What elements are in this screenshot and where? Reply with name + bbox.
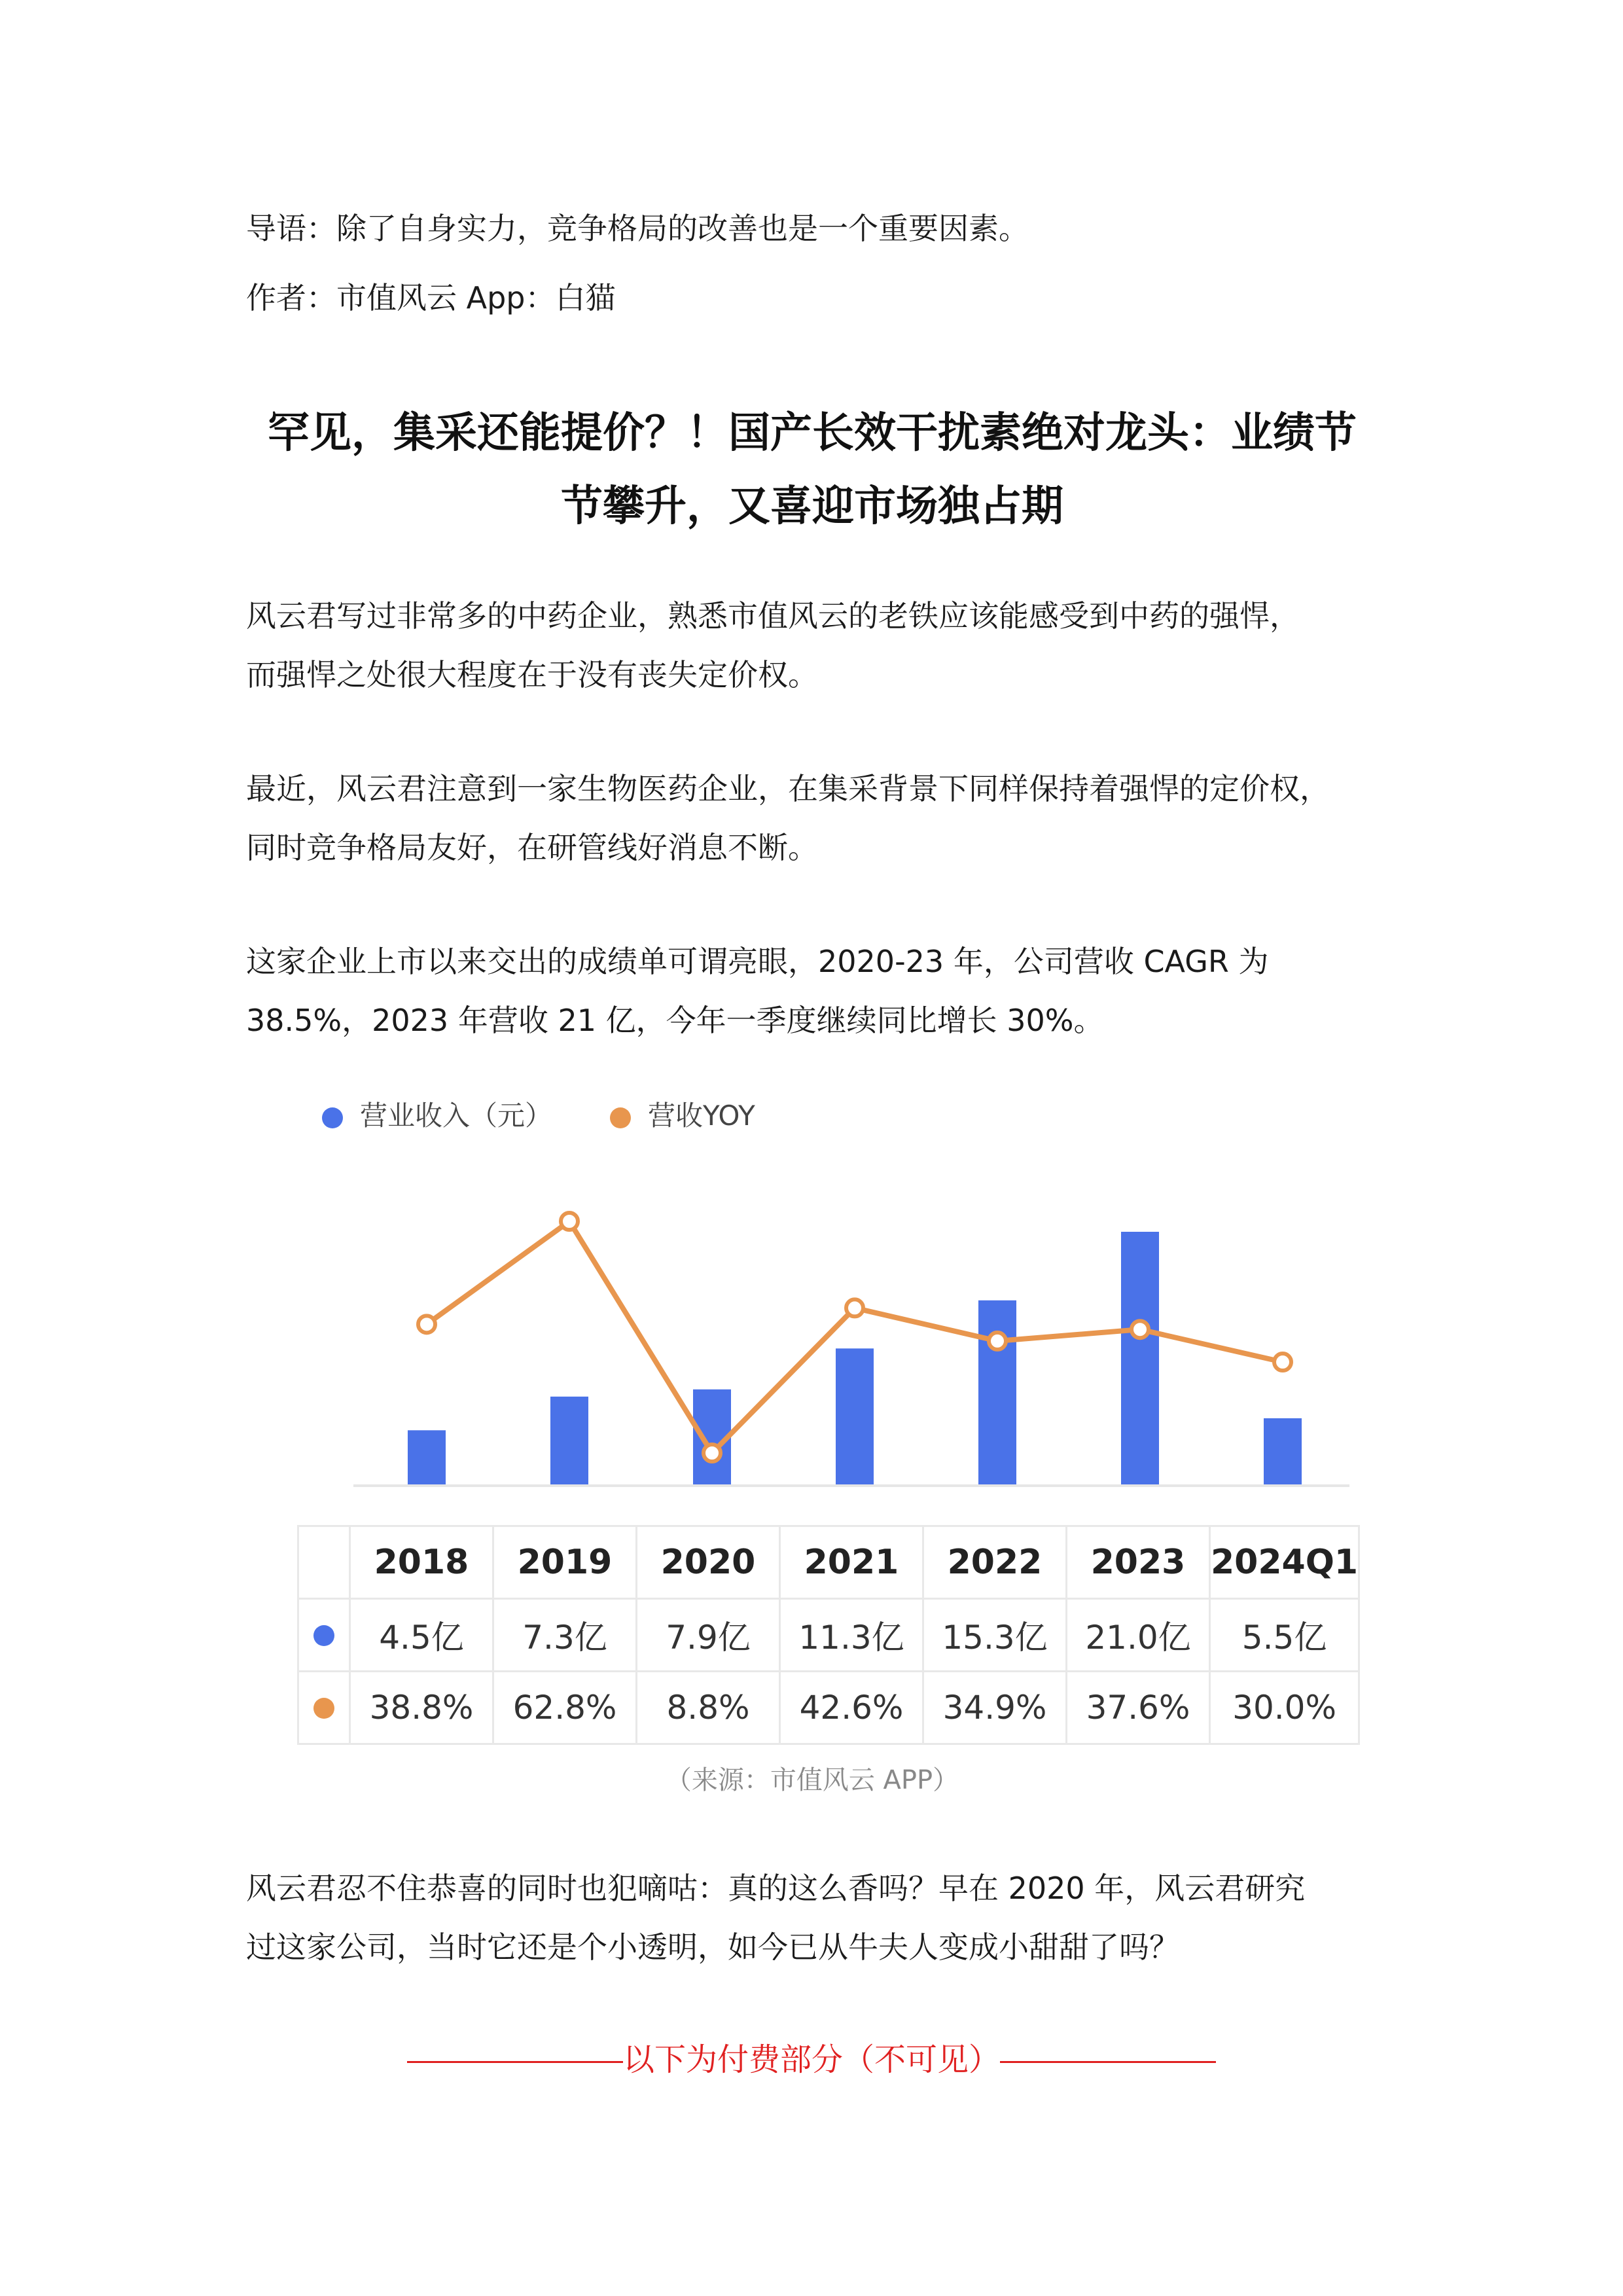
table-row-revenue — [298, 1599, 1359, 1672]
year-2020: 2020 — [637, 1526, 780, 1599]
revenue-2020: 7.9亿 — [637, 1599, 780, 1672]
yoy-point-2018 — [418, 1316, 435, 1333]
article-title-line-1: 罕见，集采还能提价？！国产长效干扰素绝对龙头：业绩节 — [268, 409, 1357, 457]
yoy-point-2021 — [846, 1299, 863, 1316]
revenue-bar-2023 — [1121, 1232, 1159, 1484]
paywall-label: 以下为付费部分（不可见） — [622, 2041, 1000, 2078]
yoy-2024q1: 30.0% — [1210, 1672, 1359, 1744]
paragraph-2-line-2: 同时竞争格局友好，在研管线好消息不断。 — [246, 830, 818, 865]
table-row-years — [298, 1526, 1359, 1599]
yoy-point-2019 — [561, 1213, 578, 1230]
yoy-2019: 62.8% — [493, 1672, 637, 1744]
year-2019: 2019 — [493, 1526, 637, 1599]
legend-yoy-label: 营收YOY — [648, 1100, 755, 1132]
yoy-point-2024Q1 — [1274, 1354, 1291, 1371]
yoy-row-marker — [298, 1672, 350, 1744]
revenue-2019: 7.3亿 — [493, 1599, 637, 1672]
chart-data-table — [297, 1525, 1360, 1745]
paragraph-2-line-1: 最近，风云君注意到一家生物医药企业，在集采背景下同样保持着强悍的定价权， — [246, 771, 1330, 806]
year-2023: 2023 — [1067, 1526, 1210, 1599]
yoy-2023: 37.6% — [1067, 1672, 1210, 1744]
revenue-bar-2019 — [550, 1397, 588, 1484]
yoy-point-2023 — [1132, 1321, 1149, 1338]
yoy-2021: 42.6% — [780, 1672, 923, 1744]
revenue-2018: 4.5亿 — [350, 1599, 493, 1672]
article-title-line-2: 节攀升，又喜迎市场独占期 — [561, 482, 1063, 531]
yoy-2018: 38.8% — [350, 1672, 493, 1744]
revenue-bar-2021 — [836, 1348, 874, 1484]
yoy-dot-icon — [313, 1698, 334, 1719]
lead-text: 导语：除了自身实力，竞争格局的改善也是一个重要因素。 — [246, 211, 1029, 246]
author-line: 作者：市值风云 App：白猫 — [246, 280, 616, 315]
table-row-yoy — [298, 1672, 1359, 1744]
revenue-2024q1: 5.5亿 — [1210, 1599, 1359, 1672]
year-2024q1: 2024Q1 — [1210, 1526, 1359, 1599]
yoy-point-2022 — [989, 1333, 1006, 1350]
paywall-divider — [406, 2034, 1217, 2079]
paragraph-4-line-2: 过这家公司，当时它还是个小透明，如今已从牛夫人变成小甜甜了吗？ — [246, 1929, 1179, 1965]
revenue-bar-2018 — [408, 1430, 446, 1484]
paywall-rule-left — [407, 2061, 623, 2063]
table-corner — [298, 1526, 350, 1599]
revenue-dot-icon — [313, 1625, 334, 1646]
legend-revenue-label: 营业收入（元） — [360, 1100, 553, 1132]
revenue-2022: 15.3亿 — [923, 1599, 1067, 1672]
revenue-bar-2024Q1 — [1264, 1418, 1302, 1484]
year-2021: 2021 — [780, 1526, 923, 1599]
revenue-row-marker — [298, 1599, 350, 1672]
revenue-bar-2022 — [978, 1300, 1016, 1484]
paragraph-1-line-2: 而强悍之处很大程度在于没有丧失定价权。 — [246, 657, 818, 692]
paragraph-3-line-1: 这家企业上市以来交出的成绩单可谓亮眼，2020-23 年，公司营收 CAGR 为 — [246, 944, 1269, 979]
yoy-2020: 8.8% — [637, 1672, 780, 1744]
paywall-rule-right — [1000, 2061, 1216, 2063]
year-2018: 2018 — [350, 1526, 493, 1599]
chart-source: （来源：市值风云 APP） — [665, 1765, 959, 1795]
paragraph-3-line-2: 38.5%，2023 年营收 21 亿，今年一季度继续同比增长 30%。 — [246, 1003, 1104, 1038]
year-2022: 2022 — [923, 1526, 1067, 1599]
paragraph-4-line-1: 风云君忍不住恭喜的同时也犯嘀咕：真的这么香吗？早在 2020 年，风云君研究 — [246, 1871, 1306, 1906]
paragraph-1-line-1: 风云君写过非常多的中药企业，熟悉市值风云的老铁应该能感受到中药的强悍， — [246, 598, 1300, 634]
yoy-2022: 34.9% — [923, 1672, 1067, 1744]
yoy-point-2020 — [704, 1444, 721, 1462]
revenue-2023: 21.0亿 — [1067, 1599, 1210, 1672]
revenue-2021: 11.3亿 — [780, 1599, 923, 1672]
